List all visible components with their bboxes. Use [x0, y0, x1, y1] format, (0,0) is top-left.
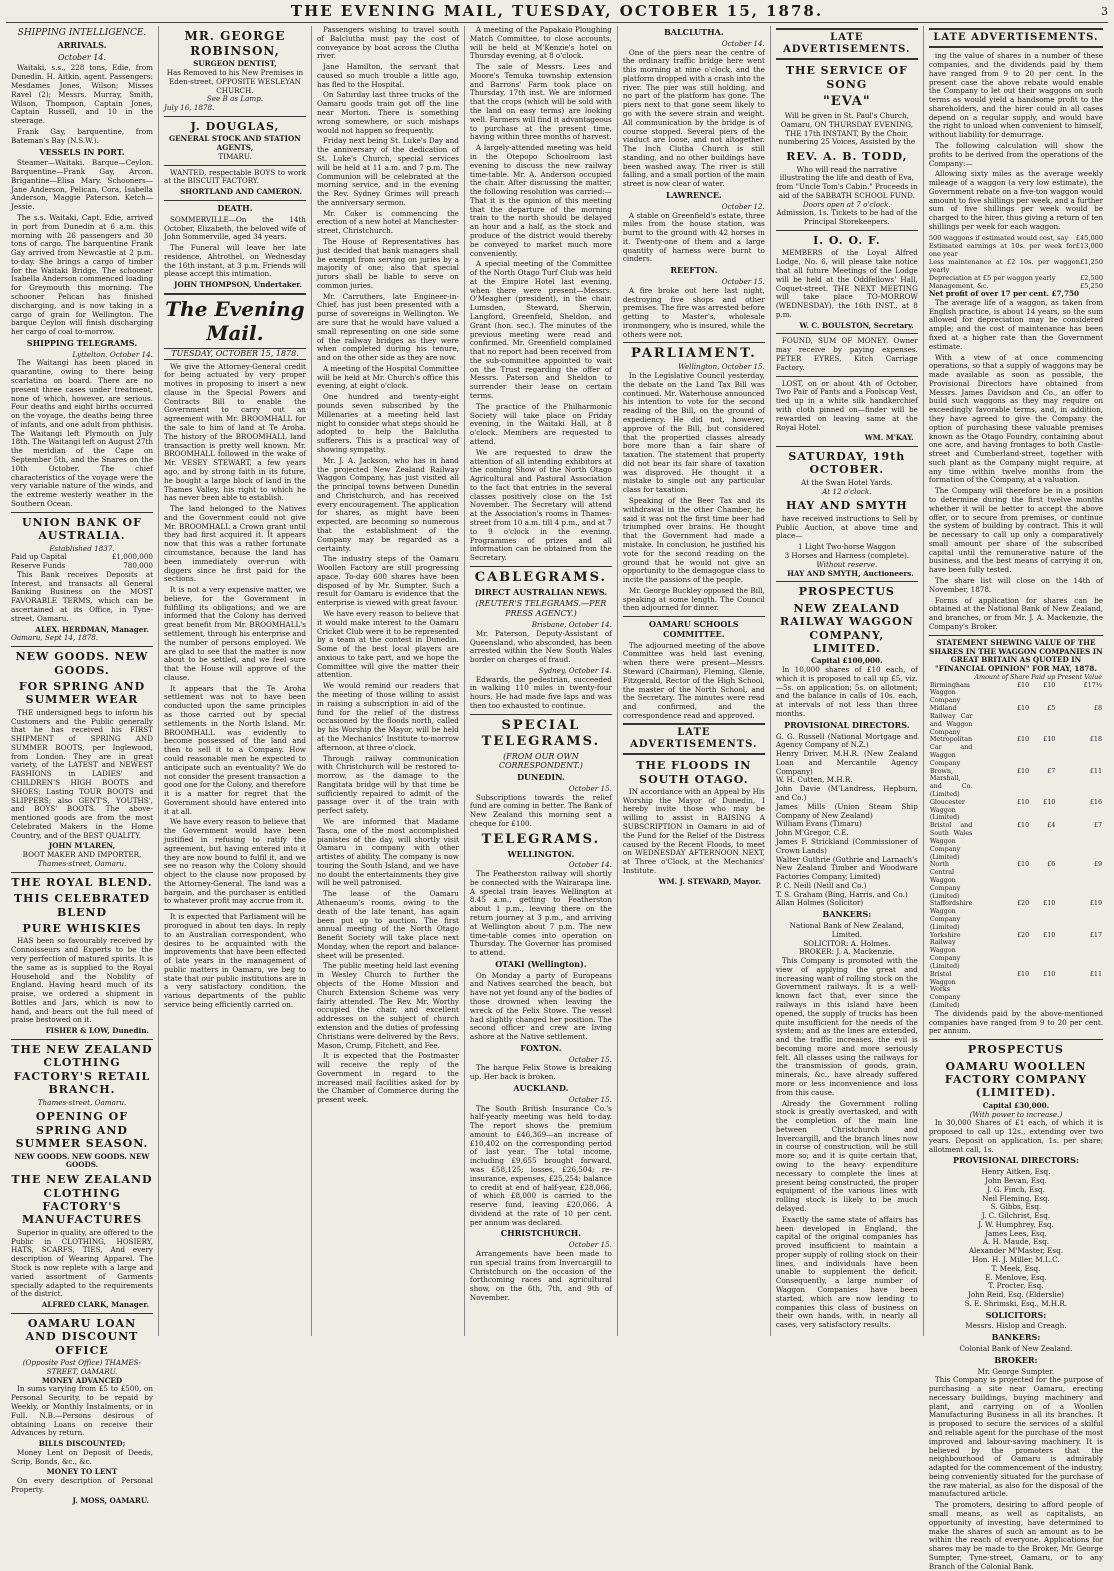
woollen-director: T. Meek, Esq. [991, 1263, 1041, 1273]
woollen-director: Alexander M'Master, Esq. [968, 1246, 1063, 1256]
celebrated-title: THIS CELEBRATED BLEND [13, 892, 151, 919]
railway-text-3: Exactly the same state of affairs has been developed in England, the capital of the original companies has proved insufficient to maintain a proper supply of rolling stock on their lines, and individuals have been unable to supplement the deficit. Consequently, a large number of Waggon Companies have been started, which are now lending to companies this class of business on their own hands, with, in nearly all cases, very satisfactory results. [775, 1214, 918, 1330]
wanted-text: WANTED, respectable BOYS to work at the BISCUIT FACTORY. [163, 167, 306, 186]
woollen-text-2: The promoters, desiring to afford people of small means, as well as capitalists, an opportunity of investing, have determined to make the shares of such an amount as to be within the reach of everyone. Applications for shares may be made to the Broker, Mr. George Sumpter, Tyne-street, Oamaru, or to any Branch of the Colonial Bank. [928, 1500, 1104, 1571]
christchurch-text: Arrangements have been made to run special trains from Invercargill to Christchurch on the occasion of the forthcoming races and agricultural show, on the 6th, 7th, and 9th of November. [469, 1248, 612, 1302]
christchurch-heading: CHRISTCHURCH. [500, 1228, 582, 1239]
estimate-heading: The following calculation will show the profits to be derived from the operations of the Company:— [928, 141, 1104, 168]
schools-heading: OAMARU SCHOOLS COMMITTEE. [649, 619, 739, 639]
mclaren-addr: Thames-street, Oamaru. [37, 859, 127, 868]
column-3 [312, 26, 465, 1336]
agency-addr: TIMARU. [218, 151, 252, 161]
table-row: North Central Waggon Company (Limited) £10 £6 £9 [929, 860, 1103, 900]
page-number: 3 [1101, 4, 1108, 18]
director-3: W. H. Cutten, M.H.R. [775, 775, 853, 785]
delegates-para: A largely-attended meeting was held in the Otepopo Schoolroom last evening to discuss the new railway time-table. Mr. A. Anderson occupied the chair. After discussing the matter, the following resolution was carried:—That it is the opinion of this meeting that the departure of the morning train to the north should be delayed an hour and a half, as the stock and produce of the district would thereby be conveyed to market much more conveniently. [469, 143, 612, 258]
arrivals-text: Waitaki, s.s., 228 tons, Edie, from Dunedin. H. Aitkin, agent. Passengers: Mesdames Jones, Wilson; Misses Ravel (2); Messrs. Murray, Smith, Wilson, Thompson, Captain Jones, Captain Russell, and 10 in the steerage. [11, 63, 153, 126]
opening-title: OPENING OF SPRING AND SUMMER SEASON. [15, 1110, 149, 1151]
reserve-value: 780,000 [123, 561, 153, 571]
telegrams-date: Lyttelton, October 14. [72, 349, 153, 359]
telegrams-text: The Waitangi has been placed in quarantine, owing to there being scarlatina on board. There are no present three cases under treatment, none of which, however, are serious. Four deaths and eight births occurred on the voyage, the deaths being three of infants, and one adult from phthisis. The Waitangi left Plymouth on July 18th. The Waitangi left on August 27th the meridian of the Cape on September 5th, and the Snares on the 10th October. The chief characteristics of the voyage were the very variable nature of the winds, and the extreme westerly weather in the Southern Ocean. [11, 358, 153, 508]
blend-text: HAS been so favourably received by Connoisseurs and Experts to be the very perfection of matured spirits. It is the same as is supplied to the Royal Household and the Nobility of England. Having heard much of its praise, we ordered a shipment in Bottles and Jars, which is now to hand, and bears out the full meed of praise bestowed on it. [11, 936, 153, 1025]
paid-up-value: £1,000,000 [111, 552, 153, 562]
net-text: The average life of a waggon, as taken from English practice, is about 14 years, so the sum allowed for depreciation may be considered ample; and the cost of maintenance has been fixed at a higher rate than the Government estimate. [928, 297, 1104, 351]
madame-para: We are informed that Madame Tasca, one of the most accomplished pianistes of the day, will shortly visit Oamaru in company with other artistes of ability. The company is now touring the South Island, and we have no doubt the entertainments they give will be well patronised. [316, 816, 459, 888]
hundred-para: One hundred and twenty-eight pounds seven subscribed by the Millenaries at a meeting held last night to consider what steps should be adopted to help the Balclutha sufferers. This is a practical way of showing sympathy. [316, 392, 459, 454]
lawrence-heading: LAWRENCE. [665, 190, 722, 201]
woollen-power: (With power to increase.) [969, 1109, 1063, 1119]
frank-gay-text: Frank Gay, barquentine, from Bateman's Bay (N.S.W.). [11, 126, 153, 145]
table-row: Birmingham Waggon Company £10 £10 £17½ [929, 680, 1103, 705]
balclutha-date: October 14. [721, 38, 765, 48]
vessels-heading: VESSELS IN PORT. [39, 146, 125, 157]
jackson-para: Mr. J. A. Jackson, who has in hand the projected New Zealand Railway Waggon Company, has just visited all the principal towns between Dunedin and Christchurch, and has received every encouragement. The application for shares, as might have been expected, are becoming so numerous that the establishment of the Company may be regarded as a certainty. [316, 455, 459, 553]
carruthers-para: Mr. Carruthers, late Engineer-in-Chief, has just been presented with a purse of sovereigns in Wellington. We are sure that he would have valued a small representing on one side some of the railway bridges as they were when completed during his tenure, and on the other side as they are now. [316, 291, 459, 363]
royal-blend-title: THE ROYAL BLEND. [11, 875, 153, 889]
hay-text: have received instructions to Sell by Public Auction, at above time and place— [775, 513, 918, 541]
director-7: John M'Gregor, C.E. [775, 828, 849, 838]
otaki-heading: OTAKI (Wellington). [495, 958, 587, 969]
column-6 [771, 26, 924, 1336]
coker-para: Mr. Coker is commencing the erection of a new hotel at Manchester-street, Christchurch. [316, 208, 459, 236]
leader-6: It is expected that Parliament will be prorogued in about ten days. In reply to an Australian correspondent, who desires to be acquainted with the improvements that have been effected of late years in the management of public matters in Oamaru, we beg to state that our public institutions are in a very satisfactory condition, the various departments of the public service being efficiently carried on. [163, 912, 306, 1010]
director-9: Walter Guthrie (Guthrie and Larnach's New Zealand Timber and Woodware Factories Company, Limited) [775, 854, 918, 882]
bills-text: Money Lent on Deposit of Deeds, Scrip, Bonds, &c., &c. [11, 1447, 153, 1466]
newspaper-nameplate: The Evening Mail. [164, 293, 306, 349]
dentist-role: SURGEON DENTIST, [193, 59, 277, 69]
bankers-heading: BANKERS: [822, 909, 872, 920]
railway-text: This Company is promoted with the view of applying the great and increasing want of rolling stock on the Government railways. It is a well-known fact that, ever since the railways in this island have been opened, the supply of trucks has been quite insufficient for the needs of the system; and as the lines are extended, and the traffic increases, the evil is becoming more and more seriously felt. All classes using the railways for the transmission of goods, grain, minerals, &c., have already suffered more or less inconvenience and loss from this cause. [775, 956, 918, 1097]
share-list: The share list will close on the 14th of November, 1878. [928, 576, 1104, 594]
estimate-text: Allowing sixty miles as the average weekly mileage of a waggon (a very low estimate), the Government rebate on a five-ton waggon would amount to five shillings per week, and a further sum of five shillings per week would be charged to the hirer, thus giving a return of ten shillings per week for each waggon. [928, 169, 1104, 232]
table-row: Bristol and South Wales Waggon Company (Limited) £10 £4 £7 [929, 821, 1103, 861]
late-ads-banner-col5: LATE ADVERTISEMENTS. [623, 723, 765, 755]
union-bank-sig: ALEX. HERDMAN, Manager. [35, 624, 149, 634]
mclaren-role: BOOT MAKER AND IMPORTER, [22, 850, 142, 860]
saturday-title: SATURDAY, 19th OCTOBER. [788, 450, 906, 477]
money-text: In sums varying from £5 to £500, on Personal Security, to be repaid by Weekly, or Monthly Instalments, or in Full. N.B.—Persons desirous of obtaining Loans on receive their Advances by return. [11, 1384, 153, 1438]
parliament-text-3: Mr. George Buckley opposed the Bill, speaking at some length. The Council then adjourned for dinner. [622, 585, 765, 613]
flood-heading: THE FLOODS IN SOUTH OTAGO. [636, 759, 752, 786]
reefton-date: October 15. [721, 277, 765, 286]
death-text: SOMMERVILLE—On the 14th October, Elizabeth, the beloved wife of John Sommerville, aged 34 years. [163, 214, 306, 242]
balclutha-heading: BALCLUTHA. [664, 27, 724, 37]
woollen-director: John Reid, Esq. (Elderslie) [967, 1290, 1064, 1300]
union-bank-date: Oamaru, Sept 14, 1878. [11, 633, 99, 643]
mclaren-text: THE undersigned begs to inform his Customers and the Public generally that he has received his FIRST SHIPMENT of SPRING AND SUMMER BOOTS, per Inglewood, from London. They are in great variety, of the LATEST and NEWEST FASHIONS in LADIES' and CHILDREN'S HIGH BOOTS and SHOES; Lasting TOUR BOOTS and SLIPPERS; also GENT'S, YOUTHS', and BOYS' BOOTS. The above-mentioned goods are from the most Celebrated Makers in the Home Country, and of the BEST QUALITY. [11, 707, 153, 840]
money-to-lent-text: On every description of Personal Property. [11, 1476, 153, 1494]
nameplate-date: TUESDAY, OCTOBER 15, 1878. [164, 349, 306, 360]
leader-1: We give the Attorney-General credit for being actuated by very proper motives in proposing to insert a new clause in the Special Powers and Contracts Bill to enable the Government to carry out an agreement with Mr. BROOMHALL for the sale to him of land at Te Aroha. The history of the BROOMHALL land transaction is pretty well known. Mr. BROOMHALL followed in the wake of Mr. VESEY STEWART, a few years ago, and by strong faith in its future, he bought a large block of land in the Thames Valley, his right to which he has never been able to establish. [163, 361, 306, 503]
cricket-para: We have every reason to believe that it would make interest to the Oamaru Cricket Club were it to be represented by a team at the contest in Dunedin. Some of the best local players are anxious to take part, and we hope the Committee will give the matter their attention. [316, 609, 459, 680]
capital: Capital £100,000. [811, 656, 883, 666]
industry-para: The industry steps of the Oamaru Woollen Factory are still progressing apace. To-day 600 shares have been disposed of by Mr. Sumpter. Such a result for Oamaru is evidence that the enterprise is viewed with great favour. [316, 554, 459, 608]
table-row: Metropolitan Car and Waggon Company £10 £10 £18 [929, 735, 1103, 767]
columns [6, 25, 1108, 1571]
found-text: FOUND, SUM OF MONEY. Owner may receive by paying expenses. PETER EYRES, Kitch Carriage Factory. [775, 336, 918, 372]
meeting-para: A meeting of the Papakaio Ploughing Match Committee, to close accounts, will be held at M'Kenzie's hotel on Thursday evening, at 8 o'clock. [469, 25, 612, 61]
lawrence-text: A stable on Greenfield's estate, three miles from the house station, was burnt to the ground with 42 horses in it. Twenty-one of them and a large quantity of harness were burnt to cinders. [622, 210, 765, 264]
woollen-directors-heading: PROVISIONAL DIRECTORS: [952, 1155, 1079, 1166]
dunedin-text: Subscriptions towards the relief fund are coming in better. The Bank of New Zealand this morning sent a cheque for £100. [469, 792, 612, 828]
doors-open: Doors open at 7 o'clock. [802, 199, 891, 209]
woollen-director: James Lees, Esq. [985, 1228, 1047, 1238]
anniversary-para: Friday next being St. Luke's Day and the anniversary of the dedication of St. Luke's Church, special services will be held at 11 a.m. and 7 p.m. The Communion will be celebrated at the morning service, and in the evening the Rev. Sydney Grimes will preach the anniversary sermon. [316, 136, 459, 207]
statement-title: STATEMENT SHEWING VALUE OF THE SHARES IN THE WAGGON COMPANIES IN GREAT BRITAIN AS QUOTED IN "FINANCIAL OPINION" FOR MAY, 1878. [929, 637, 1103, 674]
leader-4: It appears that the Te Aroha settlement was not to have been conducted upon the same principles as those carried out by special settlements in the North Island. Mr. BROOMHALL was evidently to become possessed of the land and then to sell it to a Company. How could reasonable men be expected to anticipate such an eventuality? We do not consider the present transaction a good one for the Colony, and therefore it is a matter for regret that the Government should have entered into it at all. [163, 683, 306, 816]
broker: BROKER: J. A. Mackenzie. [799, 947, 895, 957]
new-goods-title: NEW GOODS. NEW GOODS. [15, 650, 149, 677]
clothing-agent: ALFRED CLARK, Manager. [41, 1300, 149, 1310]
auckland-heading: AUCKLAND. [513, 1082, 569, 1093]
column-2 [159, 26, 312, 1336]
dividends-text: The dividends paid by the above-mentioned companies have ranged from 9 to 20 per cent. per annum. [928, 1008, 1104, 1036]
bills-discounted: BILLS DISCOUNTED; [38, 1439, 126, 1449]
director-5: James Mills (Union Steam Ship Company of New Zealand) [775, 801, 918, 820]
union-bank-title: UNION BANK OF AUSTRALIA. [22, 515, 142, 543]
christchurch-date: October 15. [568, 1240, 612, 1250]
w-solicitors: Messrs. Hislop and Creagh. [965, 1321, 1067, 1331]
railway-text-2: Already the Government rolling stock is greatly overtasked, and with the completion of the main line between Christchurch and Invercargill, and the branch lines now in course of construction, will be still more so; and it is quite certain that, owing to the heavy expenditure necessary to complete the lines at present being constructed, the proper equipment of the various lines with rolling stock is likely to be much delayed. [775, 1098, 918, 1213]
director-12: Allan Holmes (Solicitor) [775, 898, 864, 908]
w-bankers-heading: BANKERS: [991, 1332, 1041, 1343]
passengers-para: Passengers wishing to travel south of Balclutha must pay the cost of conveyance by boat across the Clutha river. [316, 25, 459, 61]
woollen-director: John Bevan, Esq. [985, 1175, 1047, 1185]
leader-2: The land belonged to the Natives and the Government could not give Mr. BROOMHALL a Crown grant until they had first acquired it. It appears now that this was a rather fortunate circumstance, because the land has been immediately over-run with diggers since he first paid for the sections. [163, 504, 306, 584]
capital-text: In 10,000 shares of £10 each, of which it is proposed to call up £5, viz.—5s. on application; 5s. on allotment; and the balance in calls of 10s. each, at intervals of not less than three months. [775, 665, 918, 719]
philharmonic-para: The practice of the Philharmonic Society will take place on Friday evening, in the Waitaki Hall, at 8 o'clock. Members are requested to attend. [469, 401, 612, 446]
union-bank-established: Established 1837. [49, 543, 115, 553]
lost-sig: WM. M'KAY. [864, 433, 914, 443]
table-header-row: Amount of Share Paid up Present Value [974, 672, 1103, 681]
death-heading: DEATH. [217, 203, 253, 214]
sydney-date: Sydney, October 14. [538, 665, 612, 675]
loan-sig: J. MOSS, OAMARU. [72, 1495, 149, 1505]
w-broker: Mr. George Sumpter. [977, 1366, 1055, 1376]
arrivals-date: October 14. [57, 52, 106, 62]
hay-item-1: 1 Light Two-horse Waggon [798, 542, 896, 552]
woollen-text: This Company is projected for the purpose of purchasing a site near Oamaru, erecting necessary buildings, buying machinery and plant, and carrying on of a Woollen Manufacturing Business in all its branches. It is proposed to secure the services of a skilful and reliable agent for the purchase of the most improved and labour-saving machinery. It is believed by the promoters that the neighbourhood of Oamaru is admirably adapted for the commencement of the industry, being conveniently situated for the purchase of the raw material, as also for the disposal of the manufactured article. [928, 1375, 1104, 1499]
union-bank-text: This Bank receives Deposits at Interest, and transacts all General Banking Business on the MOST FAVORABLE TERMS, which can be ascertained at its Office, in Tyne-street, Oamaru. [11, 569, 153, 623]
earnings-table [929, 234, 1103, 290]
table-row: Midland Railway Car and Waggon Company £10 £5 £8 [929, 704, 1103, 736]
director-1: G. G. Russell (National Mortgage and Agency Company of N.Z.) [775, 731, 918, 750]
woollen-director: E. Menlove, Esq. [985, 1272, 1047, 1282]
house-reps-para: The House of Representatives has just decided that bank managers shall be exempt from serving on juries by a majority of one; also that special jurors shall be liable to serve on common juries. [316, 236, 459, 290]
money-advanced: MONEY ADVANCED [41, 1375, 123, 1385]
pure-whiskies-title: PURE WHISKIES [22, 922, 142, 935]
prospectus-title: PROSPECTUS [798, 585, 895, 599]
expected-para: It is expected that the Postmaster will receive the reply of the Government in regard to the increased mail facilities asked for by the Chamber of Commerce during the present week. [316, 1051, 459, 1105]
woollen-director: A. H. Maude, Esq. [982, 1237, 1049, 1247]
special-telegrams-heading: SPECIAL TELEGRAMS. [481, 717, 601, 749]
woollen-shares: In 30,000 Shares of £1 each, of which it is proposed to call up 12s., extending over two years. Deposit on application, 1s. per share; allotment call, 1s. [928, 1118, 1104, 1154]
view-text: With a view of at once commencing operations, so that a supply of waggons may be made available as soon as possible, the Provisional Directors have obtained from Messrs. James Davidson and Co., an offer to build such waggons as they may require on exceedingly favorable terms, and, in addition, they have agreed to give the Company the option of purchasing these valuable premises known as the Otago Foundry, containing about one acre, and having frontages to both Castle-street and Cumberland-street, together with such plant as the Company might require, at any time within twelve months from the formation of the Company, at a valuation. [928, 352, 1104, 485]
auckland-text: The South British Insurance Co.'s half-yearly meeting was held to-day. The report shows the premium amount to £46,369—an increase of £10,402 on the corresponding period of last year. The total income, including £9,655 brought forward, was £58,125; losses, £26,504; re-insurance, expenses, £25,254; balance to credit at end of half-year, £28,066, of which £8,000 is carried to the reserve fund, leaving £20,066. A dividend at the rate of 10 per cent. per annum was declared. [469, 1103, 612, 1227]
direct-australian: DIRECT AUSTRALIAN NEWS. [474, 586, 608, 597]
column-4 [465, 26, 618, 1336]
forms-text: Forms of application for shares can be obtained at the National Bank of New Zealand, and branches, or from Mr. J. A. Mackenzie, the Company's Broker. [928, 595, 1104, 631]
brisbane-text: Mr. Paterson, Deputy-Assistant of Queensland, who absconded, has been arrested within the New South Wales border on charges of fraud. [469, 628, 612, 665]
woollen-director: Neil Fleming, Esq. [982, 1193, 1050, 1203]
agency-name: J. DOUGLAS, [190, 119, 280, 133]
company-text: The Company will therefore be in a position to determine during the first twelve months whether it will be better to accept the above offer, or to secure from premises, or continue the system of building by contract. This it will be necessary to call up only a comparatively small amount per share of the subscribed capital until the remunerative nature of the business, and the best means of carrying it on, have been fully tested. [928, 486, 1104, 575]
w-broker-heading: BROKER: [994, 1354, 1038, 1365]
earnings-row: Depreciation at £5 per waggon yearly £2,500 [928, 273, 1104, 282]
iof-title: I. O. O. F. [813, 234, 881, 248]
woollen-director: Hon. H. J. Miller, M.L.C. [972, 1255, 1060, 1264]
table-row: Bristol Waggon Works Company (Limited) £10 £10 £11 [929, 969, 1103, 1009]
dentist-name: MR. GEORGE ROBINSON, [184, 29, 286, 58]
funeral-sig: JOHN THOMPSON, Undertaker. [174, 280, 302, 290]
shipping-telegrams-heading: SHIPPING TELEGRAMS. [26, 337, 138, 348]
wellington-heading: WELLINGTON. [507, 848, 575, 859]
late-ads-banner-col6: LATE ADVERTISEMENTS. [776, 28, 918, 60]
auckland-date: October 15. [568, 1094, 612, 1104]
mclaren-sig: JOHN M'LAREN, [48, 841, 116, 851]
hay-reserve: Without reserve. [816, 559, 878, 569]
woollen-prospectus: PROSPECTUS [967, 1043, 1064, 1057]
director-11: T. S. Graham (Bing, Harris, and Co.) [775, 889, 908, 899]
table-row: Staffordshire Waggon Company (Limited) £20 £10 £19 [929, 899, 1103, 931]
bankers: National Bank of New Zealand, Limited. [789, 920, 904, 939]
table-row: Yorkshire Railway Waggon Company (Limited) £20 £10 £17 [929, 930, 1103, 970]
alpha-para: The lease of the Oamaru Athenaeum's rooms, owing to the death of the late tenant, has again been put up to auction. The first annual meeting of the North Otago Benefit Society will take place next Monday, when the report and balance-sheet will be presented. [316, 889, 459, 960]
service-title: THE SERVICE OF SONG [785, 64, 908, 91]
reefton-text: A fire broke out here last night, destroying five shops and other premises. The fire was arrested before getting to Master's, wholesale ironmongery, who is insured, while the others were not. [622, 285, 765, 339]
special-meeting-para: A special meeting of the Committee of the North Otago Turf Club was held at the Empire Hotel last evening, when there were present—Messrs. O'Meagher (president), in the chair, Lumsden, Steward, Sherwin, Langford, Greenfield, Sheldon, and Grant (hon. sec.). The minutes of the previous meeting were read and confirmed. Mr. Greenfield complained that no report had been received from the sub-committee appointed to wait on the Trust regarding the offer of Messrs. Paterson and Sheldon to surrender their lease on certain terms. [469, 259, 612, 401]
woollen-capital: Capital £30,000. [982, 1100, 1050, 1110]
foxton-heading: FOXTON. [520, 1042, 562, 1053]
foxton-date: October 15. [568, 1054, 612, 1064]
wellington-date: October 14. [568, 860, 612, 870]
w-solicitors-heading: SOLICITORS: [985, 1309, 1047, 1320]
sydney-text: Edwards, the pedestrian, succeeded in walking 110 miles in twenty-four hours. He had made five laps and was then too exhausted to continue. [469, 674, 612, 711]
football-para: On Saturday last three trucks of the Oamaru goods train got off the line near Morton. There is something wrong somewhere, or such mishaps would not happen so frequently. [316, 90, 459, 135]
telegrams-heading: TELEGRAMS. [481, 831, 601, 847]
dunedin-heading: DUNEDIN. [517, 772, 565, 783]
agency-role: GENERAL STOCK AND STATION AGENTS, [169, 134, 301, 153]
pulling-para: Jane Hamilton, the servant that caused so much trouble a little ago, has fled to the Hospital. [316, 62, 459, 89]
dentist-moved: Has Removed to his New Premises in Eden-street, OPPOSITE WESLEYAN CHURCH. [166, 68, 304, 95]
table-row: Gloucester Waggon (Limited) £10 £10 £16 [929, 797, 1103, 822]
admission: Admission, 1s. Tickets to be had of the Principal Storekeepers. [776, 208, 918, 227]
blend-sig: FISHER & LOW, Dunedin. [45, 1026, 149, 1036]
balclutha-text: One of the piers near the centre of the ordinary traffic bridge here went this morning at nine o'clock, and the platform dropped with a crash into the river. The pier was still holding, and no part of the platform has gone. The piers next to that gone seem likely to go with the severe strain and weight. All communication by the bridge is of course stopped. Several piers of the viaduct are loose, and not altogether. The Inch Clutha Church is still standing, and no other buildings have been washed away. The river is still falling, and a small portion of the main street is now clear of water. [622, 47, 765, 189]
column-7 [924, 26, 1108, 1571]
railway-co-title: NEW ZEALAND RAILWAY WAGGON COMPANY, LIMITED. [779, 601, 914, 655]
arrivals-heading: ARRIVALS. [57, 39, 107, 50]
schools-text: The adjourned meeting of the above Committee was held last evening, when there were present—Messrs. Steward (Chairman), Fleming, Glenie, Fitzgerald, Rector of the High School, the master of the North School, and the Secretary. The minutes were read and confirmed, and the correspondence read and approved. [622, 640, 765, 720]
reefton-heading: REEFTON. [670, 265, 718, 276]
spring-summer-title: FOR SPRING AND SUMMER WEAR [18, 679, 146, 707]
earnings-row: Estimated earnings at 10s. per week for one year £13,000 [928, 241, 1104, 258]
director-2: Henry Driver, M.H.R. (New Zealand Loan and Mercantile Agency Company) [775, 749, 918, 776]
lost-text: LOST, on or about 4th of October, Two Pair of Pants and a Foolscap Vest, tied up in a white silk handkerchief with cloth pinned on—finder will be rewarded on leaving same at the Royal Hotel. [775, 378, 918, 432]
hospital-para: A meeting of the Hospital Committee will be held at Mr. Church's office this evening, at eight o'clock. [316, 363, 459, 391]
hay-item-2: 3 Horses and Harness (complete). [784, 550, 910, 560]
leader-3: It is not a very expensive matter, we believe, for the Government in fulfilling its obligations; and we are informed that the Colony has derived great benefit from Mr. BROOMHALL's settlement, through his enterprise and the number of persons employed. We are glad to see that the matter is now about to be settled, and we feel sure that the House will approve of the clause. [163, 585, 306, 682]
column-1 [6, 26, 159, 1505]
sale-para: The sale of Messrs. Lees and Moore's Temuka township extension and Barrons' Farm took place on Thursday, 17th inst. We are informed that the crops (which will be sold with the land on easy terms) are looking well. Farmers will find it advantageous to purchase at the present time, having within three months of harvest. [469, 62, 612, 142]
woollen-director: J. C. Gilchrist, Esq. [981, 1211, 1051, 1221]
earnings-row: 500 waggons if estimated would cost, say £45,000 [928, 233, 1104, 242]
late-ads-banner-col7: LATE ADVERTISEMENTS. [929, 28, 1103, 48]
shares-table [929, 674, 1103, 1010]
paid-up-label: Paid up Capital [11, 552, 67, 562]
woollen-director: J. W. Humphrey, Esq. [978, 1219, 1054, 1229]
vessels-text: Steamer—Waitaki. Barque—Ceylon. Barquentine—Frank Gay, Arcon. Brigantine—Elisa Mary. Schooners—Jane Anderson, Pelican, Cora, Isabella Anderson, Maggie Paterson. Ketch—Jessie. [11, 158, 153, 212]
wellington-text: The Featherston railway will shortly be connected with the Wairarapa line. A special train leaves Wellington at 8.45 a.m., getting to Featherston about 1 p.m., leaving there on the return journey at 3 p.m., and arriving at Wellington about 7 p.m. The new time-table comes into operation on Thursday. The Governor has promised to attend. [469, 869, 612, 958]
at-twelve: At 12 o'clock. [822, 486, 872, 496]
woollen-director: T. Procter, Esq. [988, 1281, 1044, 1291]
masthead [6, 0, 1108, 23]
eva-title: "EVA" [823, 94, 871, 110]
swan-hotel: At the Swan Hotel Yards. [801, 477, 893, 487]
net-profit: Net profit of over 17 per cent. £7,750 [928, 289, 1080, 299]
earnings-row: Less maintenance at £2 10s. per waggon yearly £1,250 [928, 257, 1104, 274]
brisbane-date: Brisbane, October 14. [531, 619, 612, 629]
public-meeting-para: The public meeting held last evening in Wesley Church to further the objects of the Home Mission and Church Extension Scheme was very fairly attended. The Rev. Mr. Worthy occupied the chair, and excellent addresses on the subject of church extension and the duties of professing Christians were delivered by the Revs. Mason, Crump, Fitchett, and Fee. [316, 961, 459, 1050]
woollen-director: S. E. Shrimski, Esq., M.H.R. [964, 1298, 1068, 1308]
director-6: William Evans (Timaru) [775, 819, 862, 829]
otaki-text: On Monday a party of Europeans and Natives searched the beach, but have not yet found any of the bodies of those drowned when leaving the wreck of the Felix Stowe. The vessel had slightly changed her position. The second officer and crew are living ashore at the Native settlement. [469, 970, 612, 1042]
solicitors: SOLICITOR: A. Holmes. [803, 938, 891, 948]
eva-text: Will be given in St. Paul's Church, Oamaru, ON THURSDAY EVENING, THE 17th INSTANT, By the Choir, numbering 25 Voices, Assisted by the [778, 111, 916, 147]
masthead-title: THE EVENING MAIL, TUESDAY, OCTOBER 15, 1878. [290, 2, 824, 20]
reserve-label: Reserve Funds [11, 561, 66, 571]
money-to-lent: MONEY TO LENT [46, 1467, 118, 1477]
parliament-heading: PARLIAMENT. [630, 346, 757, 362]
requested-para: We are requested to draw the attention of all intending exhibitors at the coming Show of the North Otago Agricultural and Pastoral Association to the fact that entries in the several classes positively close on the 1st November. The Secretary will attend at the Association's rooms in Thames-street from 10 a.m. till 4 p.m., and at 7 to 9 o'clock in the evening. Programmes of prizes and all information can be obtained from the Secretary. [469, 447, 612, 563]
nz-clothing-addr: Thames-street, Oamaru. [37, 1097, 127, 1107]
director-8: James F. Strickland (Commissioner of Crown Lands) [775, 836, 918, 855]
manufacturers-title: THE NEW ZEALAND CLOTHING FACTORY'S MANUFACTURES [11, 1173, 153, 1227]
flood-sig: WM. J. STEWARD, Mayor. [658, 876, 761, 886]
new-goods-2: NEW GOODS. NEW GOODS. NEW GOODS. [14, 1151, 150, 1170]
flood-text: IN accordance with an Appeal by His Worship the Mayor of Dunedin, I hereby invite those who may be willing to assist in RAISING A SUBSCRIPTION in Oamaru in aid of the Fund for the Relief of the Distress caused by the Recent Floods, to meet on WEDNESDAY AFTERNOON NEXT, at Three o'Clock, at the Mechanics' Institute. [622, 786, 765, 875]
iof-sig: W. C. BOULSTON, Secretary. [799, 320, 914, 330]
woollen-director: S. Gibbs, Esq. [990, 1202, 1042, 1212]
shipping-heading: SHIPPING INTELLIGENCE. [17, 28, 147, 38]
manufacturers-text: Superior in quality, are offered to the Public in CLOTHING, HOSIERY, HATS, SCARFS, TIES, And every description of Wearing Apparel. The Stock is now replete with a large and varied assortment of Garments specially adapted to the requirements of the district. [11, 1227, 153, 1299]
woollen-director: J. G. Finch, Esq. [986, 1184, 1045, 1194]
director-10: P. C. Neill (Neill and Co.) [775, 880, 867, 890]
iof-text: MEMBERS of the Loyal Alfred Lodge, No. 6, will please take notice that all future Meetings of the Lodge will be held at the Oddfellows' Hall, Coquet-street. THE NEXT MEETING will take place TO-MORROW (WEDNESDAY), the 16th INST., at 8 p.m. [775, 248, 918, 319]
reuters-credit: (REUTER'S TELEGRAMS.—PER PRESS AGENCY.) [475, 599, 607, 619]
intro-text: ing the value of shares in a number of these companies, and the dividends paid by them have ranged from 9 to 20 per cent. In the present case the above rebate would enable the Company to let out their waggons on such terms as would yield a handsome profit to the shareholders, and the hirer could in all cases depend on a regular supply, and would have the right to unload when convenient to himself, without liability for demurrage. [928, 51, 1104, 140]
hay-sig: HAY AND SMYTH, Auctioneers. [787, 568, 914, 578]
parliament-text-2: Speaking of the Beer Tax and its withdrawal in the other Chamber, he said it was not the first time beer had triumphed over brains. He thought that the Government had made a mistake. In conclusion, he justified his vote for the second reading on the ground that he would not give an opportunity to the demagogue class to incite the passions of the people. [622, 496, 765, 585]
own-correspondent: (FROM OUR OWN CORRESPONDENT.) [498, 751, 583, 771]
wanted-sig: SHORTLAND AND CAMERON. [180, 187, 302, 197]
parliament-date: Wellington, October 15. [678, 362, 765, 372]
w-bankers: Colonial Bank of New Zealand. [959, 1343, 1073, 1353]
dunedin-date: October 15. [568, 783, 612, 793]
woollen-director: Henry Aitken, Esq. [981, 1167, 1051, 1177]
funeral-text: The Funeral will leave her late residence, Ahtrothel, on Wednesday the 16th instant, at 3 p.m. Friends will please accept this intimation. [163, 243, 306, 279]
lawrence-date: October 12. [721, 201, 765, 211]
parliament-text-1: In the Legislative Council yesterday, the debate on the Land Tax Bill was continued. Mr. Waterhouse announced his intention to vote for the second reading of the Bill, on the ground of expediency. He did not, however, approve of the Bill, but considered that the propertied classes already bore more than a fair share of taxation. The statement that property did not bear its fair share of taxation was disproved. He thought it a mistake to single out any particular class for taxation. [622, 371, 765, 495]
leader-5: We have every reason to believe that the Government would have been justified in refusing to ratify the agreement, but having entered into it they are now bound to fulfil it, and we see no reason why the Colony should object to the clause now proposed by the Attorney-General. The land was a bargain, and the purchaser is entitled to whatever profit may accrue from it. [163, 817, 306, 906]
table-row: Brown, Marshall, and Co. (Limited) £10 £7 £11 [929, 766, 1103, 799]
directors-heading: PROVISIONAL DIRECTORS. [784, 719, 910, 730]
nz-clothing-title: THE NEW ZEALAND CLOTHING FACTORY'S RETAIL BRANCH. [11, 1043, 153, 1097]
rev-name: REV. A. B. TODD, [786, 150, 908, 164]
waitaki-note: The s.s. Waitaki, Capt. Edie, arrived in port from Dunedin at 6 a.m. this morning with 26 passengers and 30 tons of cargo. The barquentine Frank Gay arrived from Newcastle at 2 p.m. to-day. She brings a cargo of timber for the Waitaki Bridge. The schooner Isabella Anderson commenced loading for Greymouth this morning. The schooner Pelican has finished discharging, and is now taking in a cargo of grain for Wellington. The barque Ceylon will finish discharging her cargo of coal to-morrow. [11, 212, 153, 337]
foxton-text: The barque Felix Stowe is breaking up. Her back is broken. [469, 1063, 612, 1082]
dentist-date: July 16, 1878. [163, 103, 215, 113]
woollen-title: OAMARU WOOLLEN FACTORY COMPANY (LIMITED). [944, 1059, 1087, 1100]
earnings-row: Management, &c. £5,250 [928, 282, 1104, 290]
reminder-para: We would remind our readers that the meeting of those willing to assist in raising a subscription in aid of the fund for the relief of the distress occasioned by the floods north, called by his Worship the Mayor, will be held at the Mechanics' Institute to-morrow afternoon, at three o'clock. [316, 681, 459, 752]
director-4: John Davie (M'Landress, Hepburn, and Co.) [775, 784, 918, 803]
christchurch-para: Through railway communication with Christchurch will be restored to-morrow, as the damage to the Rangitata bridge will by that time be sufficiently repaired to admit of the passage over it of the train with perfect safety. [316, 753, 459, 816]
column-5 [618, 26, 771, 1336]
dentist-lamp: See B as Lamp. [206, 94, 264, 104]
cablegrams-heading: CABLEGRAMS. [474, 569, 608, 585]
loan-title: OAMARU LOAN AND DISCOUNT OFFICE [25, 1316, 139, 1357]
hay-smyth-title: HAY AND SMYTH [786, 499, 908, 513]
rev-text: Who will read the narrative illustrating the life and death of Eva, from "Uncle Tom's Cabin." Proceeds in aid of the SABBATH SCHOOL FUND. [776, 164, 918, 200]
loan-addr: (Opposite Post Office) THAMES-STREET, OAMARU. [22, 1358, 142, 1376]
